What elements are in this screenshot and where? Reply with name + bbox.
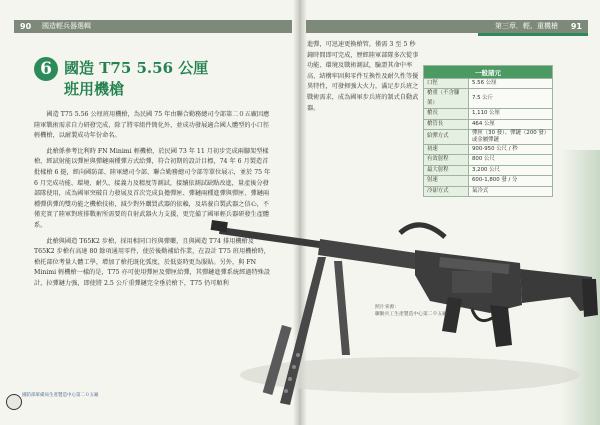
left-page-number: 90 xyxy=(20,22,32,31)
spec-row xyxy=(424,109,553,119)
spec-table-title: 一般諸元 xyxy=(424,66,553,79)
right-header-title: 第三章．輕、重機槍 xyxy=(495,22,558,30)
spec-label: 射速 xyxy=(424,176,469,186)
spec-row xyxy=(424,119,553,129)
spec-value: 氣冷式 xyxy=(469,186,553,196)
right-page-number: 91 xyxy=(570,22,582,31)
photo-caption-line2: 聯勤兵工生產製造中心第二０五廠 xyxy=(375,312,447,317)
spec-label: 口徑 xyxy=(424,79,469,89)
left-page-header xyxy=(14,20,292,33)
article-heading-line1: 國造 T75 5.56 公厘 xyxy=(64,59,209,77)
spec-label: 冷卻方式 xyxy=(424,186,469,196)
publisher-logo-text: 國防部軍備局生產製造中心第二０五廠 xyxy=(22,393,99,398)
spec-row xyxy=(424,176,553,186)
spec-label: 初速 xyxy=(424,145,469,155)
spec-row xyxy=(424,145,553,155)
body-paragraph: 此槍與國造 T65K2 步槍，採用相同口徑與彈藥，且與國造 T74 排用機槍及 T65K2 步槍有高達 80 餘項通用零件，使於後勤補給作業，在設計 T75 班用機槍時，槍托部位考量人體工學，增加了槍托既化弧度，於低姿時更為服貼。另外，與 FN Minimi 輕機槍一樣的是，T75 亦可使用彈匣及彈匣給彈，其彈鏈進彈系統經過特殊設計，拉彈鏈力強，即使將 2.5 公斤重彈鏈完全垂於槍下，T75 仍可順利 xyxy=(34,237,271,287)
article-heading-line2: 班用機槍 xyxy=(64,80,125,98)
right-body-text xyxy=(307,40,419,119)
spec-value: 600-1,800 發 / 分 xyxy=(469,176,553,186)
body-paragraph: 此槍係參考比利時 FN Minimi 輕機槍，於民國 73 年 11 月初步完成兩腳架型樣槍，經試射能以彈匣與彈鏈兩種彈方式給彈，符合初期的設計目標，74 年 6 月製造首批樣槍 6 挺，經向國防部、陸軍總司令部、聯合勤務總司令部等單位展示，並於 75 年 6 月完成功能、環境、耐久、接義力及精度等測試，接續依測試缺點改進，量產後分發部隊使用，成為國軍突破自力發展及首次完成負擔彈匣、彈鏈兩種進彈與彈匣、彈鏈兩種彈供彈的雙功能之機槍技術，減少對外購買武器的依賴，及培養自製武器之信心，不僅充實了陸軍對班排戰術所需要的自射武器火力支援，更完備了國軍輕兵器研發生產體系。 xyxy=(34,147,271,229)
spec-row xyxy=(424,155,553,165)
spec-label: 槍重（不含腳架） xyxy=(424,89,469,109)
spec-row xyxy=(424,79,553,89)
spec-value: 彈匣（30 發）、彈鏈（200 發）或金屬彈鏈 xyxy=(469,130,553,145)
spec-value: 464 公厘 xyxy=(469,119,553,129)
publisher-logo xyxy=(6,394,22,410)
spec-table xyxy=(423,65,553,197)
photo-caption xyxy=(375,304,447,318)
body-paragraph: 進彈，可迅速更換槍管，僅需 3 至 5 秒鐘時間即可完成，歷經陸軍部隊多次從事功能、環境及戰術測試，驗證其命中率高、結構牢固與零件互換性及耐久性等優異特性，可發揮強大火力，滿足步兵班之戰術需求，成為國軍步兵班的制式自動武器。 xyxy=(307,41,419,112)
body-paragraph: 國造 T75 5.56 公厘班用機槍，為民國 75 年由聯合勤務總司令部第二０五廠因應陸軍戰術需求自力研發完成，除了將零組件簡化外，並成功發展適合國人體型的小口徑輕機槍，以耐製成功年份命名。 xyxy=(34,111,270,140)
spec-value: 3,200 公尺 xyxy=(469,165,553,175)
spec-value: 800 公尺 xyxy=(469,155,553,165)
header-accent-bar xyxy=(478,33,588,36)
spec-label: 給彈方式 xyxy=(424,130,469,145)
spec-label: 有效射程 xyxy=(424,155,469,165)
spec-row xyxy=(424,130,553,145)
spec-label: 槍管長 xyxy=(424,119,469,129)
right-page-header xyxy=(306,20,588,33)
spec-label: 槍長 xyxy=(424,109,469,119)
spec-row xyxy=(424,89,553,109)
spec-value: 7.5 公斤 xyxy=(469,89,553,109)
spec-label: 最大射程 xyxy=(424,165,469,175)
spec-row xyxy=(424,186,553,196)
left-header-title: 國造輕兵器選輯 xyxy=(42,22,91,30)
photo-caption-line1: 照片來源： xyxy=(375,305,399,310)
spec-row xyxy=(424,165,553,175)
spec-value: 900-950 公尺 / 秒 xyxy=(469,145,553,155)
spec-value: 1,110 公厘 xyxy=(469,109,553,119)
spec-value: 5.56 公厘 xyxy=(469,79,553,89)
chapter-number-badge: 6 xyxy=(34,57,58,81)
